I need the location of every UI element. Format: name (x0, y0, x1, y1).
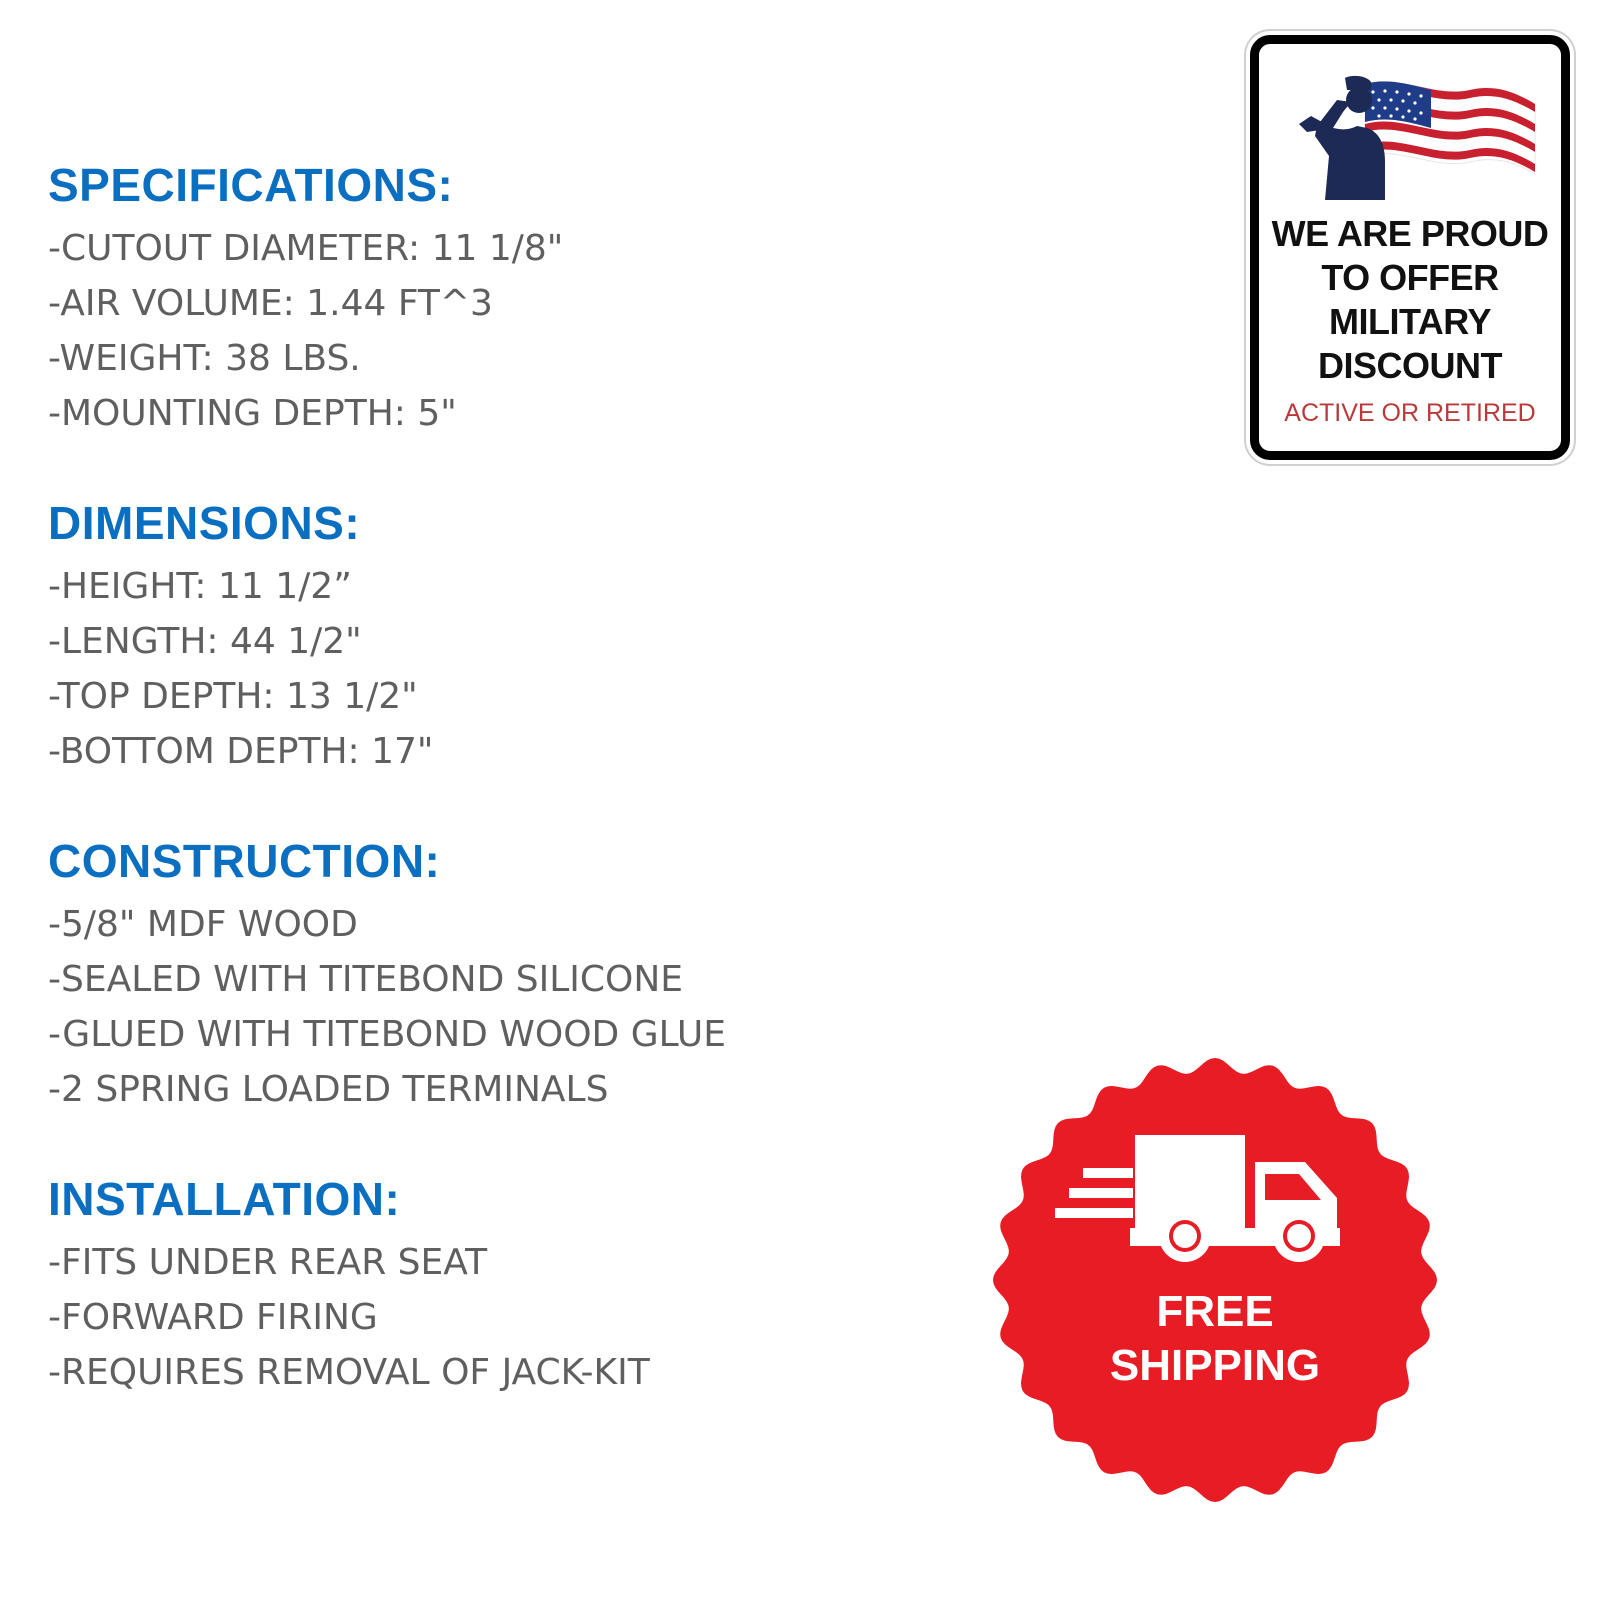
list-item: -SEALED WITH TITEBOND SILICONE (48, 959, 684, 1000)
construction-section (48, 831, 948, 1117)
section-heading: CONSTRUCTION: (48, 835, 441, 887)
free-shipping-label (985, 1285, 1445, 1393)
list-item: -REQUIRES REMOVAL OF JACK-KIT (48, 1352, 650, 1393)
list-item: -LENGTH: 44 1/2" (48, 621, 362, 662)
section-heading: INSTALLATION: (48, 1173, 401, 1225)
spec-list (48, 1235, 948, 1400)
headline-line: MILITARY (1329, 301, 1491, 342)
dimensions-section (48, 493, 948, 779)
free-shipping-seal (985, 1050, 1445, 1510)
spec-list (48, 897, 948, 1117)
free-shipping-line: FREE (1156, 1287, 1274, 1336)
military-discount-badge (1250, 35, 1570, 460)
headline-line: DISCOUNT (1318, 345, 1502, 386)
list-item: -TOP DEPTH: 13 1/2" (48, 676, 418, 717)
list-item: -MOUNTING DEPTH: 5" (48, 393, 457, 434)
list-item: -FORWARD FIRING (48, 1297, 378, 1338)
specifications-section (48, 155, 948, 441)
section-heading: DIMENSIONS: (48, 497, 361, 549)
saluting-soldier-flag-icon (1287, 72, 1537, 202)
free-shipping-line: SHIPPING (1109, 1341, 1321, 1390)
list-item: -2 SPRING LOADED TERMINALS (48, 1069, 609, 1110)
list-item: -FITS UNDER REAR SEAT (48, 1242, 488, 1283)
list-item: -CUTOUT DIAMETER: 11 1/8" (48, 228, 564, 269)
military-discount-subline: ACTIVE OR RETIRED (1284, 399, 1536, 427)
spec-list (48, 221, 948, 441)
list-item: -5/8" MDF WOOD (48, 904, 358, 945)
list-item: -AIR VOLUME: 1.44 FT^3 (48, 283, 493, 324)
spec-list (48, 559, 948, 779)
spec-sheet (48, 155, 948, 1452)
section-heading: SPECIFICATIONS: (48, 159, 454, 211)
headline-line: WE ARE PROUD (1271, 213, 1549, 254)
list-item: -GLUED WITH TITEBOND WOOD GLUE (48, 1014, 726, 1055)
delivery-truck-icon (985, 1050, 1445, 1510)
headline-line: TO OFFER (1321, 257, 1499, 298)
military-discount-headline (1259, 212, 1561, 388)
list-item: -BOTTOM DEPTH: 17" (48, 731, 434, 772)
list-item: -HEIGHT: 11 1/2” (48, 566, 352, 607)
installation-section (48, 1169, 948, 1400)
list-item: -WEIGHT: 38 LBS. (48, 338, 361, 379)
